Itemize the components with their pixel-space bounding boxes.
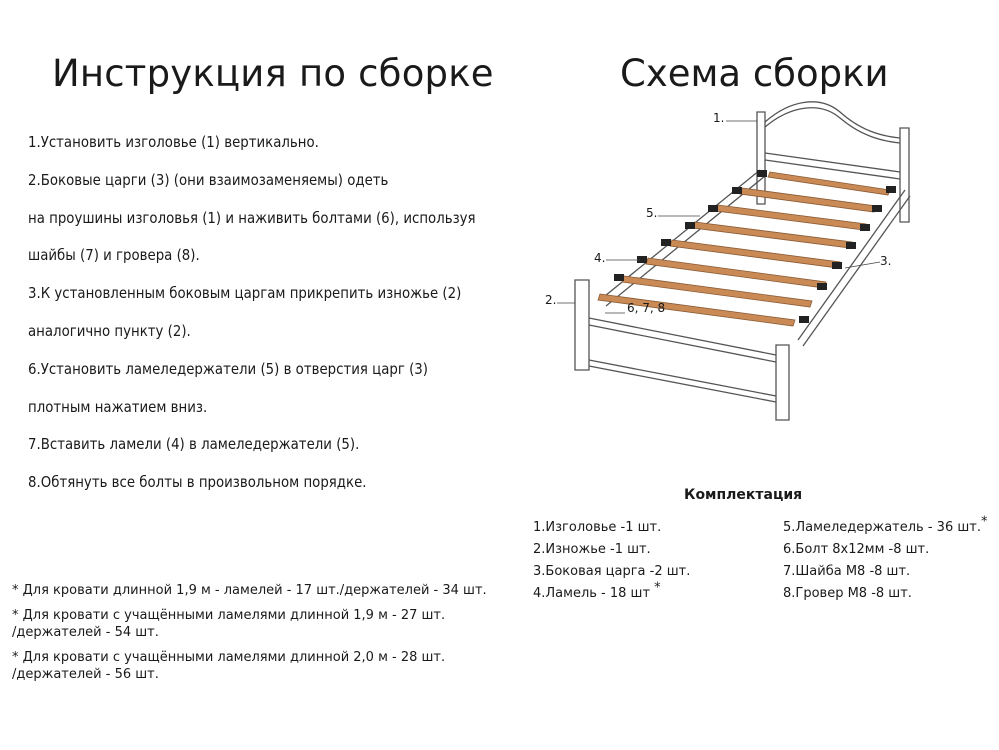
lamel-holder bbox=[708, 205, 718, 212]
instructions-title: Инструкция по сборке bbox=[52, 52, 494, 95]
footboard-left-post bbox=[575, 280, 589, 370]
lamel-holder bbox=[685, 222, 695, 229]
footboard-right-post bbox=[776, 345, 789, 420]
lamel-holder bbox=[614, 274, 624, 281]
scheme-title: Схема сборки bbox=[620, 52, 889, 95]
step-line: 7.Вставить ламели (4) в ламеледержатели (5). bbox=[28, 435, 360, 454]
step-line: шайбы (7) и гровера (8). bbox=[28, 246, 200, 265]
footnote-continued: /держателей - 56 шт. bbox=[12, 667, 159, 682]
footnote-continued: /держателей - 54 шт. bbox=[12, 625, 159, 640]
side-rail-right bbox=[798, 190, 910, 346]
kit-item: 3.Боковая царга -2 шт. bbox=[533, 564, 691, 579]
label-rail: 3. bbox=[880, 254, 892, 268]
lamel-holder bbox=[886, 186, 896, 193]
lamel bbox=[693, 222, 852, 248]
footboard-rail bbox=[589, 318, 776, 402]
label-holders: 5. bbox=[646, 206, 658, 220]
label-bolts: 6, 7, 8 bbox=[627, 301, 666, 315]
lamel bbox=[716, 205, 866, 230]
lamel-holder bbox=[872, 205, 882, 212]
footnote-star: * bbox=[654, 580, 661, 596]
label-footboard: 2. bbox=[545, 293, 557, 307]
kit-item: 1.Изголовье -1 шт. bbox=[533, 520, 662, 535]
footnote: * Для кровати с учащёнными ламелями длинной 2,0 м - 28 шт. bbox=[12, 650, 446, 665]
kit-title: Комплектация bbox=[684, 487, 803, 503]
lamel-holder bbox=[637, 256, 647, 263]
footnote: * Для кровати с учащёнными ламелями длинной 1,9 м - 27 шт. bbox=[12, 608, 446, 623]
lamel-holder bbox=[661, 239, 671, 246]
lamel-holder bbox=[732, 187, 742, 194]
kit-item: 2.Изножье -1 шт. bbox=[533, 542, 651, 557]
kit-item: 5.Ламеледержатель - 36 шт. bbox=[783, 520, 981, 535]
step-line: 2.Боковые царги (3) (они взаимозаменяемы) одеть bbox=[28, 170, 389, 189]
step-line: аналогично пункту (2). bbox=[28, 321, 191, 340]
kit-item: 8.Гровер М8 -8 шт. bbox=[783, 586, 912, 601]
step-line: плотным нажатием вниз. bbox=[28, 397, 208, 416]
lamel-holder bbox=[860, 224, 870, 231]
step-line: 1.Установить изголовье (1) вертикально. bbox=[28, 133, 319, 151]
label-lamels: 4. bbox=[594, 251, 606, 265]
kit-item: 6.Болт 8х12мм -8 шт. bbox=[783, 542, 930, 557]
lamel-holder bbox=[817, 283, 827, 290]
lamel-holder bbox=[846, 242, 856, 249]
lamel-holder bbox=[757, 170, 767, 177]
step-line: 3.К установленным боковым царгам прикрепить изножье (2) bbox=[28, 284, 462, 303]
bed-frame bbox=[575, 102, 910, 420]
footnote: * Для кровати длинной 1,9 м - ламелей - 17 шт./держателей - 34 шт. bbox=[12, 583, 487, 598]
kit-item: 7.Шайба М8 -8 шт. bbox=[783, 564, 911, 579]
headboard-arch-top bbox=[765, 102, 900, 138]
step-line: 6.Установить ламеледержатели (5) в отверстия царг (3) bbox=[28, 359, 428, 378]
leader-lines bbox=[557, 121, 880, 313]
kit-item: 4.Ламель - 18 шт bbox=[533, 586, 651, 601]
label-headboard: 1. bbox=[713, 111, 725, 125]
step-line: 8.Обтянуть все болты в произвольном порядке. bbox=[28, 473, 367, 492]
footnote-star: * bbox=[980, 514, 988, 530]
step-line: на проушины изголовья (1) и наживить болтами (6), используя bbox=[28, 208, 476, 227]
headboard-arch-bottom bbox=[765, 108, 900, 143]
lamel-holder bbox=[832, 262, 842, 269]
lamel-holder bbox=[799, 316, 809, 323]
lamel bbox=[670, 240, 840, 268]
